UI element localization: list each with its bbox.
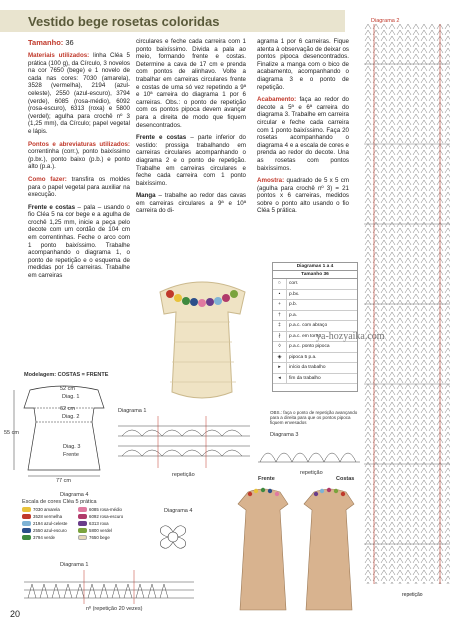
dim-side: 55 cm <box>4 430 19 436</box>
color-scale-title: Escala de cores Cléa 5 prática <box>22 499 97 505</box>
page-title: Vestido bege rosetas coloridas <box>28 14 220 29</box>
page-number: 20 <box>10 609 21 619</box>
diagram-4-title: Diagrama 4 <box>60 492 89 498</box>
slip-stitch-icon: • <box>273 290 287 300</box>
paragraph <box>257 38 349 91</box>
dim-mid: 62 cm <box>60 406 75 412</box>
swatch: 3528 vermelha <box>22 513 78 520</box>
diagram-1-chart <box>118 416 250 468</box>
paragraph <box>136 134 246 187</box>
diag3-label: Diag. 3 <box>63 444 81 450</box>
diagram-1b-chart <box>24 570 194 604</box>
frente-label: Frente <box>63 452 79 458</box>
rosette-title: Diagrama 4 <box>164 508 193 514</box>
section-text: circulares e feche cada carreira com 1 ponto baixíssimo. Divida a pala ao meio, formando frente e costas. Determine a cava de 17 cm e prenda com pontos de alinhavo. Volte a trabalhar em carreiras circulares frente e costas de uma só vez repetindo a 9ª e 10ª carreira do diagrama 1 por 6 carreiras. Obs.: o ponto de repetição com os pontos pipoca devem avançar para a direita de modo que fiquem desencontrados. <box>136 38 246 129</box>
double-crochet-icon: † <box>273 311 287 321</box>
section-head: Frente e costas <box>28 203 76 211</box>
legend-row: ◈ pipoca 5 p.a. <box>273 353 357 364</box>
size-value: 36 <box>65 38 74 47</box>
diagram-1-note: OBS.: faça o ponto de repetição avançando para a direita para que os pontos pipoca fiquem envesados <box>270 410 358 425</box>
swatch: 6313 roxa <box>78 520 134 527</box>
diag1-label: Diag. 1 <box>62 394 80 400</box>
popcorn-5-icon: ◈ <box>273 353 287 363</box>
swatch-color <box>22 521 31 526</box>
swatch-color <box>78 535 87 540</box>
legend-row: • p.bx. <box>273 290 357 301</box>
swatch: 7030 amarela <box>22 506 78 513</box>
legend-row: † p.a. <box>273 311 357 322</box>
size-label: Tamanho: <box>28 38 64 47</box>
section-head: Frente e costas <box>136 134 187 142</box>
section-text: transfira os moldes para o papel vegetal para auxiliar na execução. <box>28 175 130 199</box>
diagram-2-repeat: repetição <box>402 592 423 598</box>
costas-sketch-label: Costas <box>336 476 355 482</box>
section-head: Como fazer: <box>28 175 67 183</box>
swatch: 6085 rosa-médio <box>78 506 134 513</box>
dim-bottom: 77 cm <box>56 478 71 484</box>
section-text: – trabalhe ao redor das cavas em carreiras circulares a 9ª e 10ª carreira do di- <box>136 192 246 215</box>
diagram-1-repeat: repetição <box>172 472 195 478</box>
legend-row: ‡ p.a.c. com abraço <box>273 321 357 332</box>
swatch: 6092 rosa-escuro <box>78 513 134 520</box>
swatch-color <box>22 507 31 512</box>
paragraph <box>257 96 349 172</box>
swatch: 2550 azul-escuro <box>22 527 78 534</box>
paragraph <box>28 141 130 171</box>
diagram-3-title: Diagrama 3 <box>270 432 299 438</box>
size-line <box>28 38 74 47</box>
swatch-color <box>22 528 31 533</box>
diagram-3-chart <box>258 438 360 468</box>
swatch-color <box>78 521 87 526</box>
around-post-icon: ∤ <box>273 332 287 342</box>
paragraph <box>28 176 130 199</box>
legend-title: Diagramas 1 a 4 <box>273 263 357 271</box>
paragraph <box>28 204 130 280</box>
swatch-color <box>22 514 31 519</box>
legend-row: ◂ fim da trabalho <box>273 374 357 385</box>
swatch-color <box>22 535 31 540</box>
diagram-1-title: Diagrama 1 <box>118 408 147 414</box>
swatch-color <box>78 507 87 512</box>
column-2 <box>136 38 246 220</box>
column-1 <box>28 52 130 285</box>
section-head: Materiais utilizados: <box>28 52 90 59</box>
legend-table <box>272 262 358 392</box>
legend-row: ○ corr. <box>273 279 357 290</box>
end-arrow-icon: ◂ <box>273 374 287 384</box>
swatch-color <box>78 514 87 519</box>
legend-row: + p.b. <box>273 300 357 311</box>
section-head: Manga <box>136 192 156 200</box>
section-text: quadrado de 5 x 5 cm (agulha para crochê nº 3) = 21 pontos x 6 carreiras, medidos sobre o ponto alto usando o fio Cléa 5 prática. <box>257 177 349 215</box>
diagram-3-repeat: repetição <box>300 470 323 476</box>
section-text: linha Cléa 5 prática (100 g), da Círculo, 3 novelos na cor 7650 (bege) e 1 novelo de cada nas cores: 7030 (amarela), 3528 (vermelha), 2194 (azul-celeste), 2550 (azul-escuro), 3794 (verde), 6085 (rosa-médio), 6092 (rosa-escuro), 6313 (roxa) e 5800 (verdel); agulha para crochê nº 3 (1,25 mm), da Círculo; papel vegetal e lápis. <box>28 52 130 135</box>
dress-photo <box>140 262 265 412</box>
swatch: 2194 azul-celeste <box>22 520 78 527</box>
swatch: 3794 verde <box>22 534 78 541</box>
paragraph <box>257 177 349 215</box>
swatch: 5800 verdel <box>78 527 134 534</box>
legend-size: Tamanho 36 <box>273 271 357 279</box>
legend-row: ∤ p.a.c. em torno <box>273 332 357 343</box>
chain-symbol-icon: ○ <box>273 279 287 289</box>
diagram-1b-title: Diagrama 1 <box>60 562 89 568</box>
frente-sketch-label: Frente <box>258 476 275 482</box>
color-swatches <box>22 506 134 541</box>
molde-title: Modelagem: COSTAS = FRENTE <box>24 372 109 378</box>
section-text: faça ao redor do decote a 5ª e 6ª carreira do diagrama 3. Trabalhe em carreira circular e feche cada carreira com 1 ponto baixíssimo. Faça 20 rosetas acompanhando o diagrama 4 e a escala de cores e prenda ao redor do decote. Una as rosetas com pontos baixíssimos. <box>257 96 349 172</box>
section-head: Pontos e abreviaturas utilizados: <box>28 140 130 148</box>
paragraph <box>136 192 246 215</box>
start-arrow-icon: ▸ <box>273 363 287 373</box>
section-text: correntinha (corr.), ponto baixíssimo (p.bx.), ponto baixo (p.b.) e ponto alto (p.a.). <box>28 148 130 171</box>
legend-row: ◊ p.a.c. ponto pipoca <box>273 342 357 353</box>
dress-sketches <box>226 482 366 620</box>
section-head: Amostra: <box>257 177 285 185</box>
diag2-label: Diag. 2 <box>62 414 80 420</box>
dim-top: 52 cm <box>60 386 75 392</box>
paragraph <box>136 38 246 129</box>
popcorn-icon: ◊ <box>273 342 287 352</box>
rosette-diagram <box>150 514 196 560</box>
diagram-2-title: Diagrama 2 <box>371 18 400 24</box>
legend-row: ▸ início da trabalho <box>273 363 357 374</box>
diagram-2-chart <box>364 24 450 584</box>
section-head: Acabamento: <box>257 96 297 104</box>
section-text: – pala – usando o fio Cléa 5 na cor bege e a agulha de crochê 1,25 mm, inicie a peça pelo decote com um cordão de 104 cm em correntinhas. Feche o arco com 1 ponto baixíssimo. Trabalhe acompanhando o diagrama 1, o ponto de repetição e o esquema de medidas por 16 carreiras. Trabalhe em carreiras <box>28 203 130 280</box>
column-3 <box>257 38 349 220</box>
cluster-icon: ‡ <box>273 321 287 331</box>
swatch-color <box>78 528 87 533</box>
section-text: – parte inferior do vestido: prossiga trabalhando em carreiras circulares acompanhando o diagrama 2 e o ponto de repetição. Trabalhe em carreiras circulares e feche cada carreira com 1 ponto baixíssimo. <box>136 134 246 187</box>
section-text: agrama 1 por 6 carreiras. Fique atenta à observação de deixar os pontos pipoca desencontrados. Finalize a manga com o bico de acabamento, acompanhando o diagrama 3 e o ponto de repetição. <box>257 38 349 91</box>
watermark: ya-hozyaika.com <box>316 331 385 342</box>
swatch: 7650 bege <box>78 534 134 541</box>
paragraph <box>28 52 130 136</box>
diagram-1b-repeat: nº (repetição 20 vezes) <box>86 606 143 612</box>
single-crochet-icon: + <box>273 300 287 310</box>
